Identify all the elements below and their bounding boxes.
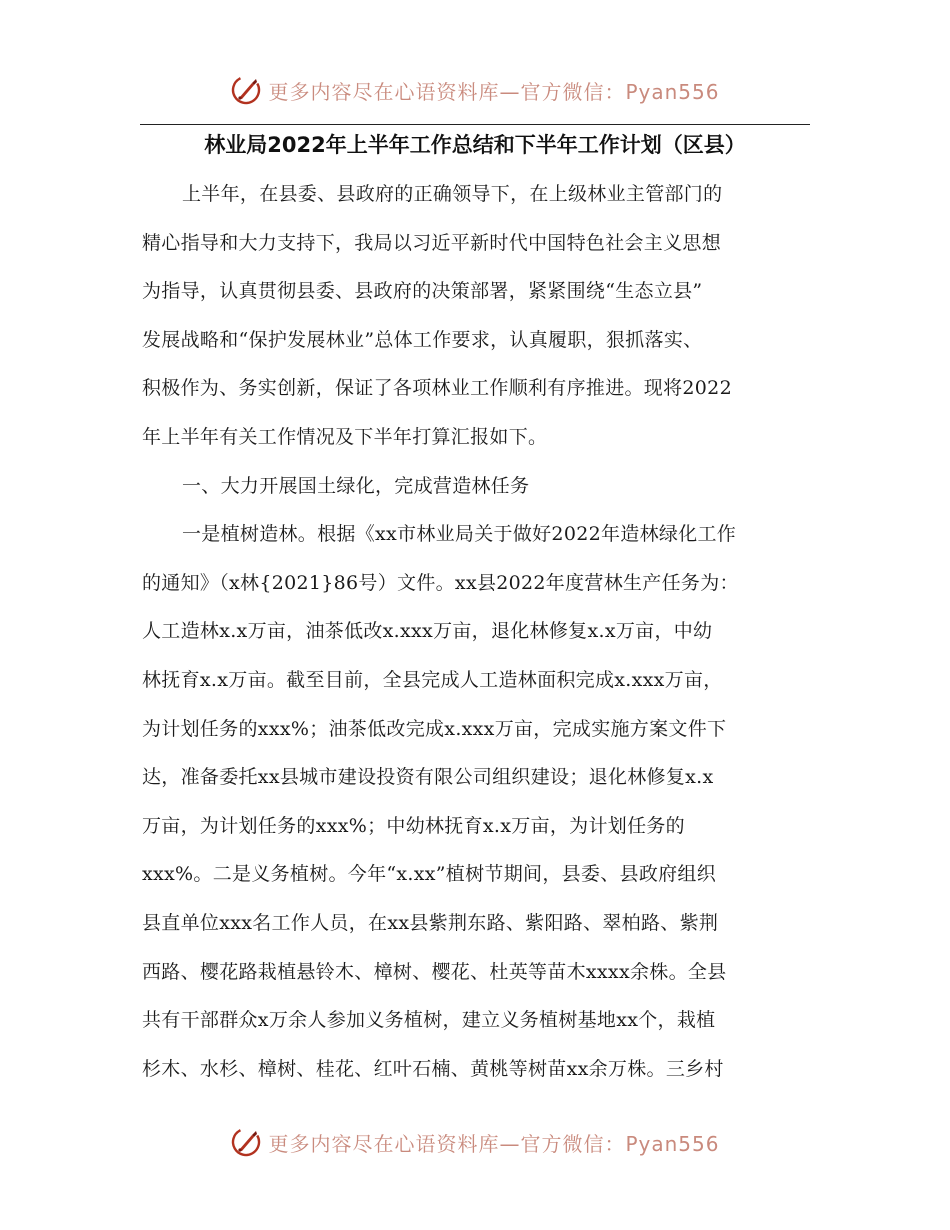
paragraph-line: 县直单位xxx名工作人员，在xx县紫荆东路、紫阳路、翠柏路、紫荆 <box>142 911 719 934</box>
paragraph-line: 西路、樱花路栽植悬铃木、樟树、樱花、杜英等苗木xxxx余株。全县 <box>142 960 727 983</box>
paragraph-line: 为指导，认真贯彻县委、县政府的决策部署，紧紧围绕“生态立县” <box>142 280 703 303</box>
paragraph-line: 杉木、水杉、樟树、桂花、红叶石楠、黄桃等树苗xx余万株。三乡村 <box>142 1057 724 1080</box>
document-body <box>142 178 810 1101</box>
paragraph-line: xxx%。二是义务植树。今年“x.xx”植树节期间，县委、县政府组织 <box>142 863 717 886</box>
paragraph-line: 发展战略和“保护发展林业”总体工作要求，认真履职，狠抓落实、 <box>142 328 703 351</box>
paragraph-line: 积极作为、务实创新，保证了各项林业工作顺利有序推进。现将2022 <box>142 377 732 400</box>
paragraph-line: 达，准备委托xx县城市建设投资有限公司组织建设；退化林修复x.x <box>142 766 714 789</box>
paragraph-line: 为计划任务的xxx%；油茶低改完成x.xxx万亩，完成实施方案文件下 <box>142 717 727 740</box>
banner-text: 更多内容尽在心语资料库—官方微信：Pyan556 <box>268 79 720 104</box>
paragraph-line: 的通知》（x林{2021}86号）文件。xx县2022年度营林生产任务为： <box>142 571 739 594</box>
paragraph-line: 一是植树造林。根据《xx市林业局关于做好2022年造林绿化工作 <box>182 523 737 546</box>
paragraph-line: 年上半年有关工作情况及下半年打算汇报如下。 <box>142 425 548 448</box>
quill-pen-logo-icon <box>230 1126 262 1158</box>
quill-pen-logo-icon <box>230 74 262 106</box>
paragraph-line: 精心指导和大力支持下，我局以习近平新时代中国特色社会主义思想 <box>142 231 722 254</box>
paragraph-line: 人工造林x.x万亩，油茶低改x.xxx万亩，退化林修复x.x万亩，中幼 <box>142 620 713 643</box>
header-divider <box>140 124 810 125</box>
paragraph-line: 上半年，在县委、县政府的正确领导下，在上级林业主管部门的 <box>182 183 723 205</box>
header-banner <box>0 70 950 110</box>
paragraph-line: 共有干部群众x万余人参加义务植树，建立义务植树基地xx个，栽植 <box>142 1009 716 1032</box>
paragraph-line: 林抚育x.x万亩。截至目前，全县完成人工造林面积完成x.xxx万亩， <box>142 668 723 691</box>
paragraph-line: 万亩，为计划任务的xxx%；中幼林抚育x.x万亩，为计划任务的 <box>142 814 685 837</box>
section-heading: 一、大力开展国土绿化，完成营造林任务 <box>182 474 530 497</box>
page-title: 林业局2022年上半年工作总结和下半年工作计划（区县） <box>204 133 746 157</box>
footer-banner <box>0 1122 950 1162</box>
banner-text: 更多内容尽在心语资料库—官方微信：Pyan556 <box>268 1131 720 1156</box>
